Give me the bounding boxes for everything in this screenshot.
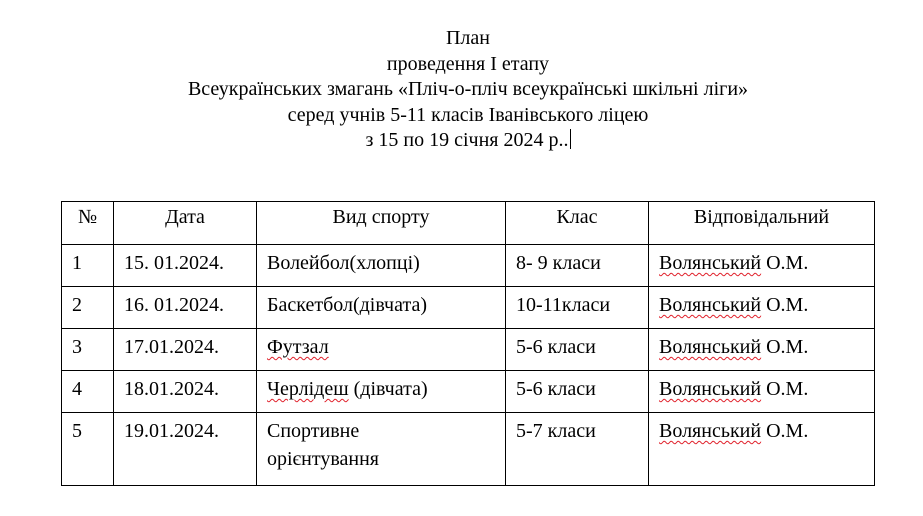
sport-note: (дівчата) xyxy=(348,378,428,400)
heading-stage: проведення І етапу xyxy=(386,52,550,75)
cell-sport xyxy=(257,371,506,413)
cell-number: 3 xyxy=(62,329,114,371)
header-number: № xyxy=(62,202,114,245)
table-row xyxy=(62,329,875,371)
responsible-initials: О.М. xyxy=(761,336,809,358)
cell-responsible xyxy=(649,371,875,413)
header-sport: Вид спорту xyxy=(257,202,506,245)
sport-line-1: Спортивне xyxy=(267,420,360,442)
heading-dates-text: з 15 по 19 січня 2024 р.. xyxy=(365,129,569,151)
cell-date: 15. 01.2024. xyxy=(114,245,257,287)
heading-competition: Всеукраїнських змагань «Пліч-о-пліч всеукраїнські шкільні ліги» xyxy=(187,78,749,100)
heading-title: План xyxy=(445,27,490,49)
cell-sport: Волейбол(хлопці) xyxy=(257,245,506,287)
responsible-initials: О.М. xyxy=(761,378,809,400)
header-responsible: Відповідальний xyxy=(649,202,875,245)
cell-class: 5-6 класи xyxy=(506,371,649,413)
schedule-table xyxy=(61,201,875,486)
responsible-surname: Волянський xyxy=(659,252,762,274)
cell-date: 17.01.2024. xyxy=(114,329,257,371)
table-row xyxy=(62,245,875,287)
sport-name: Черлідеш xyxy=(267,378,349,400)
cell-date: 18.01.2024. xyxy=(114,371,257,413)
cell-responsible xyxy=(649,413,875,486)
table-row xyxy=(62,413,875,486)
sport-name: Футзал xyxy=(267,336,329,358)
sport-line-2: орієнтування xyxy=(267,448,379,470)
table-row xyxy=(62,287,875,329)
table-row xyxy=(62,371,875,413)
cell-responsible xyxy=(649,245,875,287)
responsible-surname: Волянський xyxy=(659,420,762,442)
responsible-initials: О.М. xyxy=(761,252,809,274)
cell-class: 10-11класи xyxy=(506,287,649,329)
responsible-initials: О.М. xyxy=(761,294,809,316)
table-header-row xyxy=(62,202,875,245)
cell-sport xyxy=(257,413,506,486)
responsible-initials: О.М. xyxy=(761,420,809,442)
responsible-surname: Волянський xyxy=(659,378,762,400)
header-class: Клас xyxy=(506,202,649,245)
responsible-surname: Волянський xyxy=(659,336,762,358)
cell-date: 16. 01.2024. xyxy=(114,287,257,329)
heading-participants: серед учнів 5-11 класів Іванівського ліцею xyxy=(287,103,649,126)
text-cursor xyxy=(570,129,571,149)
cell-number: 4 xyxy=(62,371,114,413)
cell-class: 5-6 класи xyxy=(506,329,649,371)
responsible-surname: Волянський xyxy=(659,294,762,316)
heading-dates xyxy=(0,128,923,154)
cell-class: 5-7 класи xyxy=(506,413,649,486)
cell-number: 2 xyxy=(62,287,114,329)
cell-class: 8- 9 класи xyxy=(506,245,649,287)
cell-date: 19.01.2024. xyxy=(114,413,257,486)
document-heading xyxy=(0,26,923,154)
header-date: Дата xyxy=(114,202,257,245)
cell-responsible xyxy=(649,287,875,329)
cell-number: 5 xyxy=(62,413,114,486)
cell-sport xyxy=(257,329,506,371)
cell-number: 1 xyxy=(62,245,114,287)
cell-responsible xyxy=(649,329,875,371)
cell-sport: Баскетбол(дівчата) xyxy=(257,287,506,329)
